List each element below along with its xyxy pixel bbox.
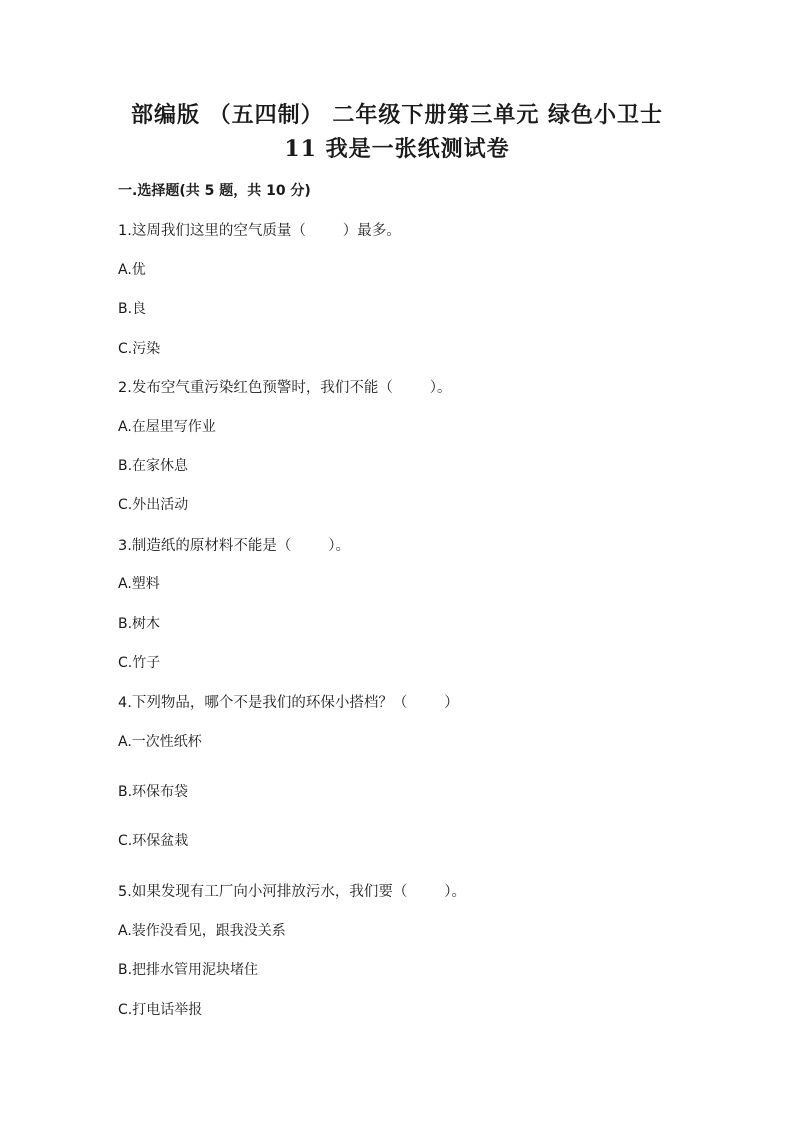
question-3-option-a: A.塑料 <box>118 576 160 592</box>
question-4-option-b: B.环保布袋 <box>118 784 189 800</box>
question-2-option-c: C.外出活动 <box>118 497 189 513</box>
question-1-option-c: C.污染 <box>118 341 161 357</box>
question-2-option-b: B.在家休息 <box>118 458 189 474</box>
question-4-option-c: C.环保盆栽 <box>118 833 189 849</box>
question-3-stem: 3.制造纸的原材料不能是（ ）。 <box>118 538 350 554</box>
question-1-option-a: A.优 <box>118 262 146 278</box>
question-3-option-c: C.竹子 <box>118 655 161 671</box>
section-heading: 一.选择题(共 5 题，共 10 分) <box>118 183 311 199</box>
question-5-option-a: A.装作没看见，跟我没关系 <box>118 923 286 939</box>
question-5-option-c: C.打电话举报 <box>118 1002 203 1018</box>
question-1-option-b: B.良 <box>118 301 147 317</box>
question-3-option-b: B.树木 <box>118 616 161 632</box>
question-2-option-a: A.在屋里写作业 <box>118 419 216 435</box>
question-2-stem: 2.发布空气重污染红色预警时，我们不能（ ）。 <box>118 380 452 396</box>
question-1-stem: 1.这周我们这里的空气质量（ ）最多。 <box>118 223 401 239</box>
question-5-option-b: B.把排水管用泥块堵住 <box>118 962 259 978</box>
doc-title-line1: 部编版 （五四制） 二年级下册第三单元 绿色小卫士 <box>131 102 663 128</box>
question-5-stem: 5.如果发现有工厂向小河排放污水，我们要（ ）。 <box>118 884 466 900</box>
doc-title-line2: 11 我是一张纸测试卷 <box>284 136 510 162</box>
question-4-stem: 4.下列物品，哪个不是我们的环保小搭档？（ ） <box>118 695 459 711</box>
question-4-option-a: A.一次性纸杯 <box>118 734 202 750</box>
